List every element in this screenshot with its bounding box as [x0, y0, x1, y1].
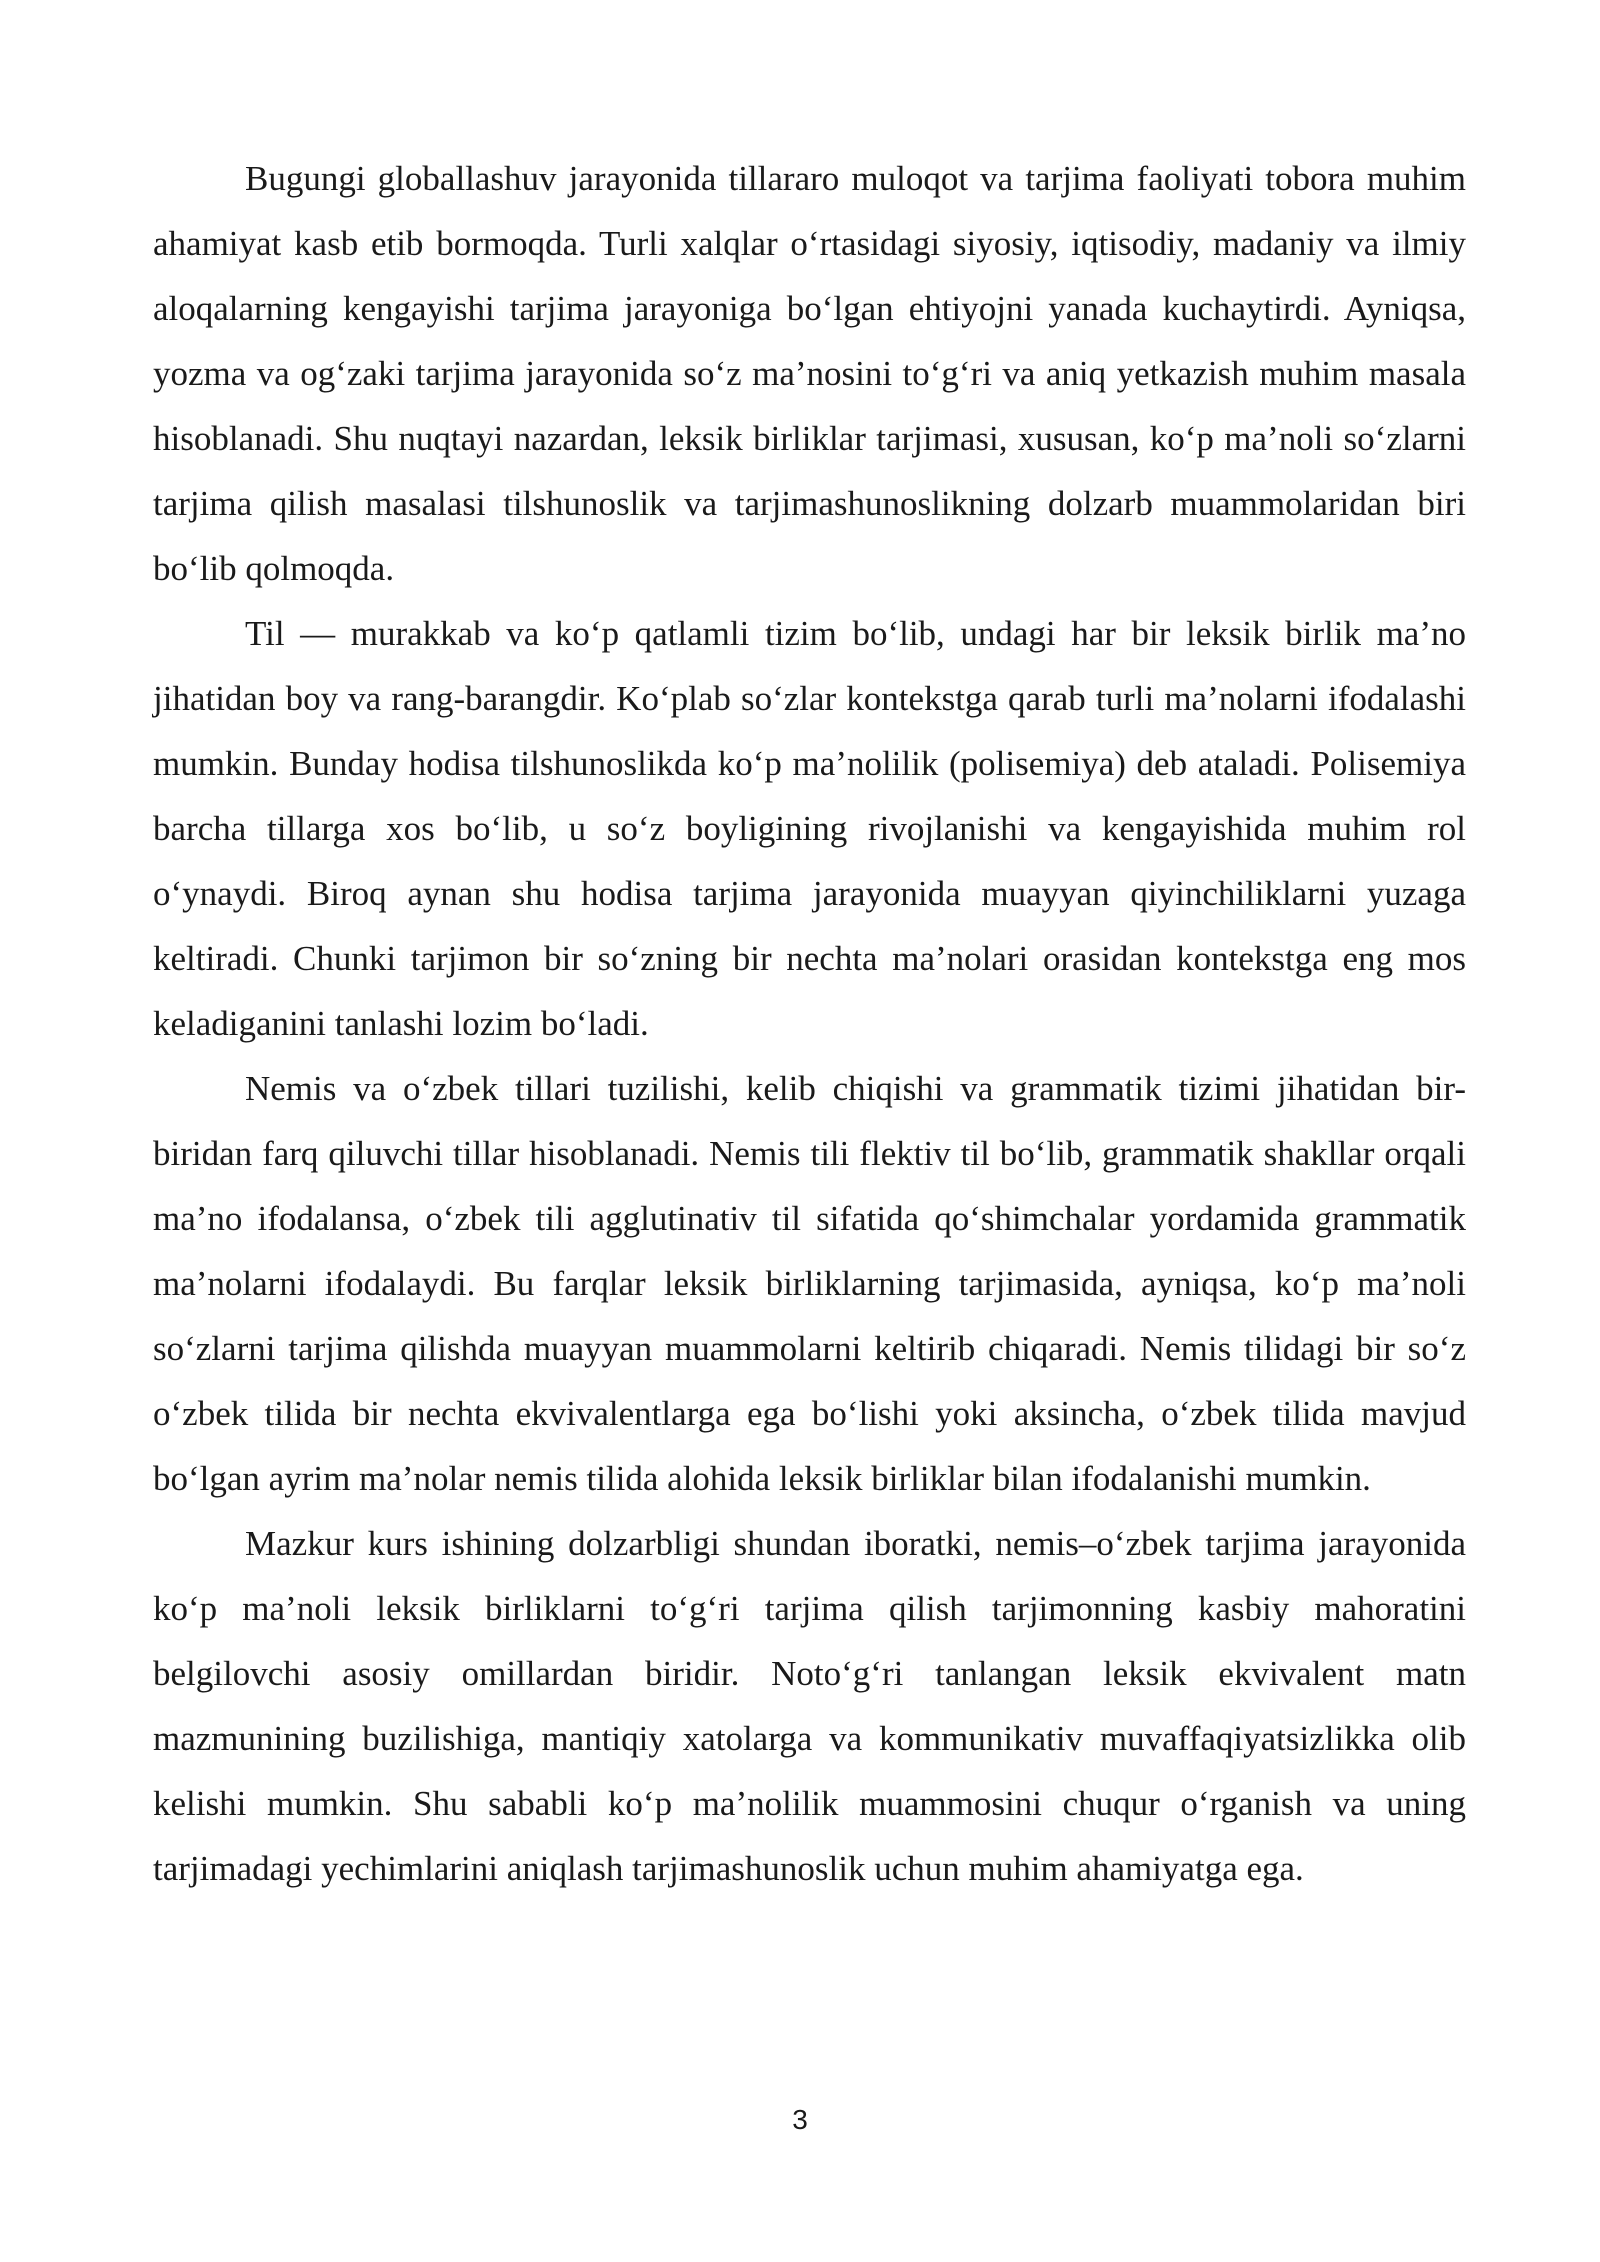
page-number: 3: [792, 2104, 808, 2135]
body-text: [153, 146, 1466, 1901]
paragraph-3: Nemis va o‘zbek tillari tuzilishi, kelib chiqishi va grammatik tizimi jihatidan bir-biridan farq qiluvchi tillar hisoblanadi. Nemis tili flektiv til bo‘lib, grammatik shakllar orqali ma’no ifodalansa, o‘zbek tili agglutinativ til sifatida qo‘shimchalar yordamida grammatik ma’nolarni ifodalaydi. Bu farqlar leksik birliklarning tarjimasida, ayniqsa, ko‘p ma’noli so‘zlarni tarjima qilishda muayyan muammolarni keltirib chiqaradi. Nemis tilidagi bir so‘z o‘zbek tilida bir nechta ekvivalentlarga ega bo‘lishi yoki aksincha, o‘zbek tilida mavjud bo‘lgan ayrim ma’nolar nemis tilida alohida leksik birliklar bilan ifodalanishi mumkin.: [153, 1069, 1466, 1498]
paragraph-1: Bugungi globallashuv jarayonida tillararo muloqot va tarjima faoliyati tobora muhim ahamiyat kasb etib bormoqda. Turli xalqlar o‘rtasidagi siyosiy, iqtisodiy, madaniy va ilmiy aloqalarning kengayishi tarjima jarayoniga bo‘lgan ehtiyojni yanada kuchaytirdi. Ayniqsa, yozma va og‘zaki tarjima jarayonida so‘z ma’nosini to‘g‘ri va aniq yetkazish muhim masala hisoblanadi. Shu nuqtayi nazardan, leksik birliklar tarjimasi, xususan, ko‘p ma’noli so‘zlarni tarjima qilish masalasi tilshunoslik va tarjimashunoslikning dolzarb muammolaridan biri bo‘lib qolmoqda.: [153, 159, 1466, 588]
paragraph-4: Mazkur kurs ishining dolzarbligi shundan iboratki, nemis–o‘zbek tarjima jarayonida ko‘p ma’noli leksik birliklarni to‘g‘ri tarjima qilish tarjimonning kasbiy mahoratini belgilovchi asosiy omillardan biridir. Noto‘g‘ri tanlangan leksik ekvivalent matn mazmunining buzilishiga, mantiqiy xatolarga va kommunikativ muvaffaqiyatsizlikka olib kelishi mumkin. Shu sababli ko‘p ma’nolilik muammosini chuqur o‘rganish va uning tarjimadagi yechimlarini aniqlash tarjimashunoslik uchun muhim ahamiyatga ega.: [153, 1524, 1466, 1888]
paragraph-2: Til — murakkab va ko‘p qatlamli tizim bo‘lib, undagi har bir leksik birlik ma’no jihatidan boy va rang-barangdir. Ko‘plab so‘zlar kontekstga qarab turli ma’nolarni ifodalashi mumkin. Bunday hodisa tilshunoslikda ko‘p ma’nolilik (polisemiya) deb ataladi. Polisemiya barcha tillarga xos bo‘lib, u so‘z boyligining rivojlanishi va kengayishida muhim rol o‘ynaydi. Biroq aynan shu hodisa tarjima jarayonida muayyan qiyinchiliklarni yuzaga keltiradi. Chunki tarjimon bir so‘zning bir nechta ma’nolari orasidan kontekstga eng mos keladiganini tanlashi lozim bo‘ladi.: [153, 614, 1466, 1043]
